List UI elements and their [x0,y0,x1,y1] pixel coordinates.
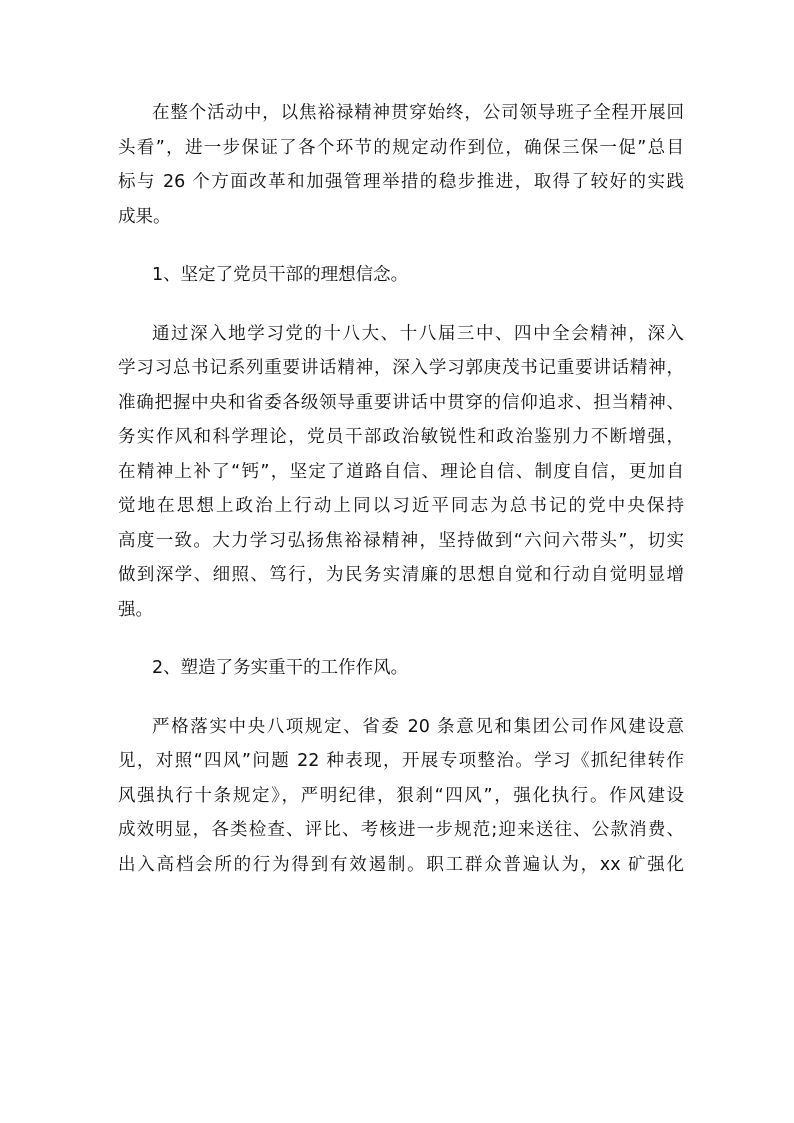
text-line: 务实作风和科学理论，党员干部政治敏锐性和政治鉴别力不断增强， [118,427,684,447]
paragraph-spacer [118,627,684,651]
paragraph-ideals [118,317,684,628]
text-line: 准确把握中央和省委各级领导重要讲话中贯穿的信仰追求、担当精神、 [118,392,684,413]
paragraph-spacer [118,234,684,258]
text-line: 见，对照“四风”问题 22 种表现，开展专项整治。学习《抓纪律转作 [118,751,684,771]
text-line: 觉地在思想上政治上行动上同以习近平同志为总书记的党中央保持 [118,496,684,516]
text-line: 风强执行十条规定》，严明纪律，狠刹“四风”，强化执行。作风建设 [118,785,684,806]
paragraph-intro [118,96,684,234]
text-line: 标与 26 个方面改革和加强管理举措的稳步推进，取得了较好的实践 [118,172,684,192]
section-heading-1 [118,258,684,293]
text-line: 学习习总书记系列重要讲话精神，深入学习郭庚茂书记重要讲话精神， [118,358,684,378]
text-line: 成果。 [118,206,171,227]
text-line: 在整个活动中，以焦裕禄精神贯穿始终，公司领导班子全程开展回 [152,103,684,123]
text-line: 严格落实中央八项规定、省委 20 条意见和集团公司作风建设意 [152,716,684,737]
paragraph-spacer [118,293,684,317]
text-line: 通过深入地学习党的十八大、十八届三中、四中全会精神，深入 [152,323,684,344]
paragraph-work-style [118,710,684,883]
text-line: 高度一致。大力学习弘扬焦裕禄精神，坚持做到“六问六带头”，切实 [118,530,684,551]
text-line: 成效明显，各类检查、评比、考核进一步规范;迎来送往、公款消费、 [118,820,684,840]
text-line: 出入高档会所的行为得到有效遏制。职工群众普遍认为，xx 矿强化 [118,854,684,875]
heading-text: 1、坚定了党员干部的理想信念。 [152,265,409,285]
paragraph-spacer [118,686,684,710]
text-line: 头看”，进一步保证了各个环节的规定动作到位，确保三保一促”总目 [118,137,684,158]
text-line: 做到深学、细照、笃行，为民务实清廉的思想自觉和行动自觉明显增 [118,565,684,585]
section-heading-2 [118,651,684,686]
document-page [118,96,684,882]
text-line: 强。 [118,599,153,620]
heading-text: 2、塑造了务实重干的工作作风。 [152,658,409,678]
text-line: 在精神上补了“钙”，坚定了道路自信、理论自信、制度自信，更加自 [118,461,684,482]
